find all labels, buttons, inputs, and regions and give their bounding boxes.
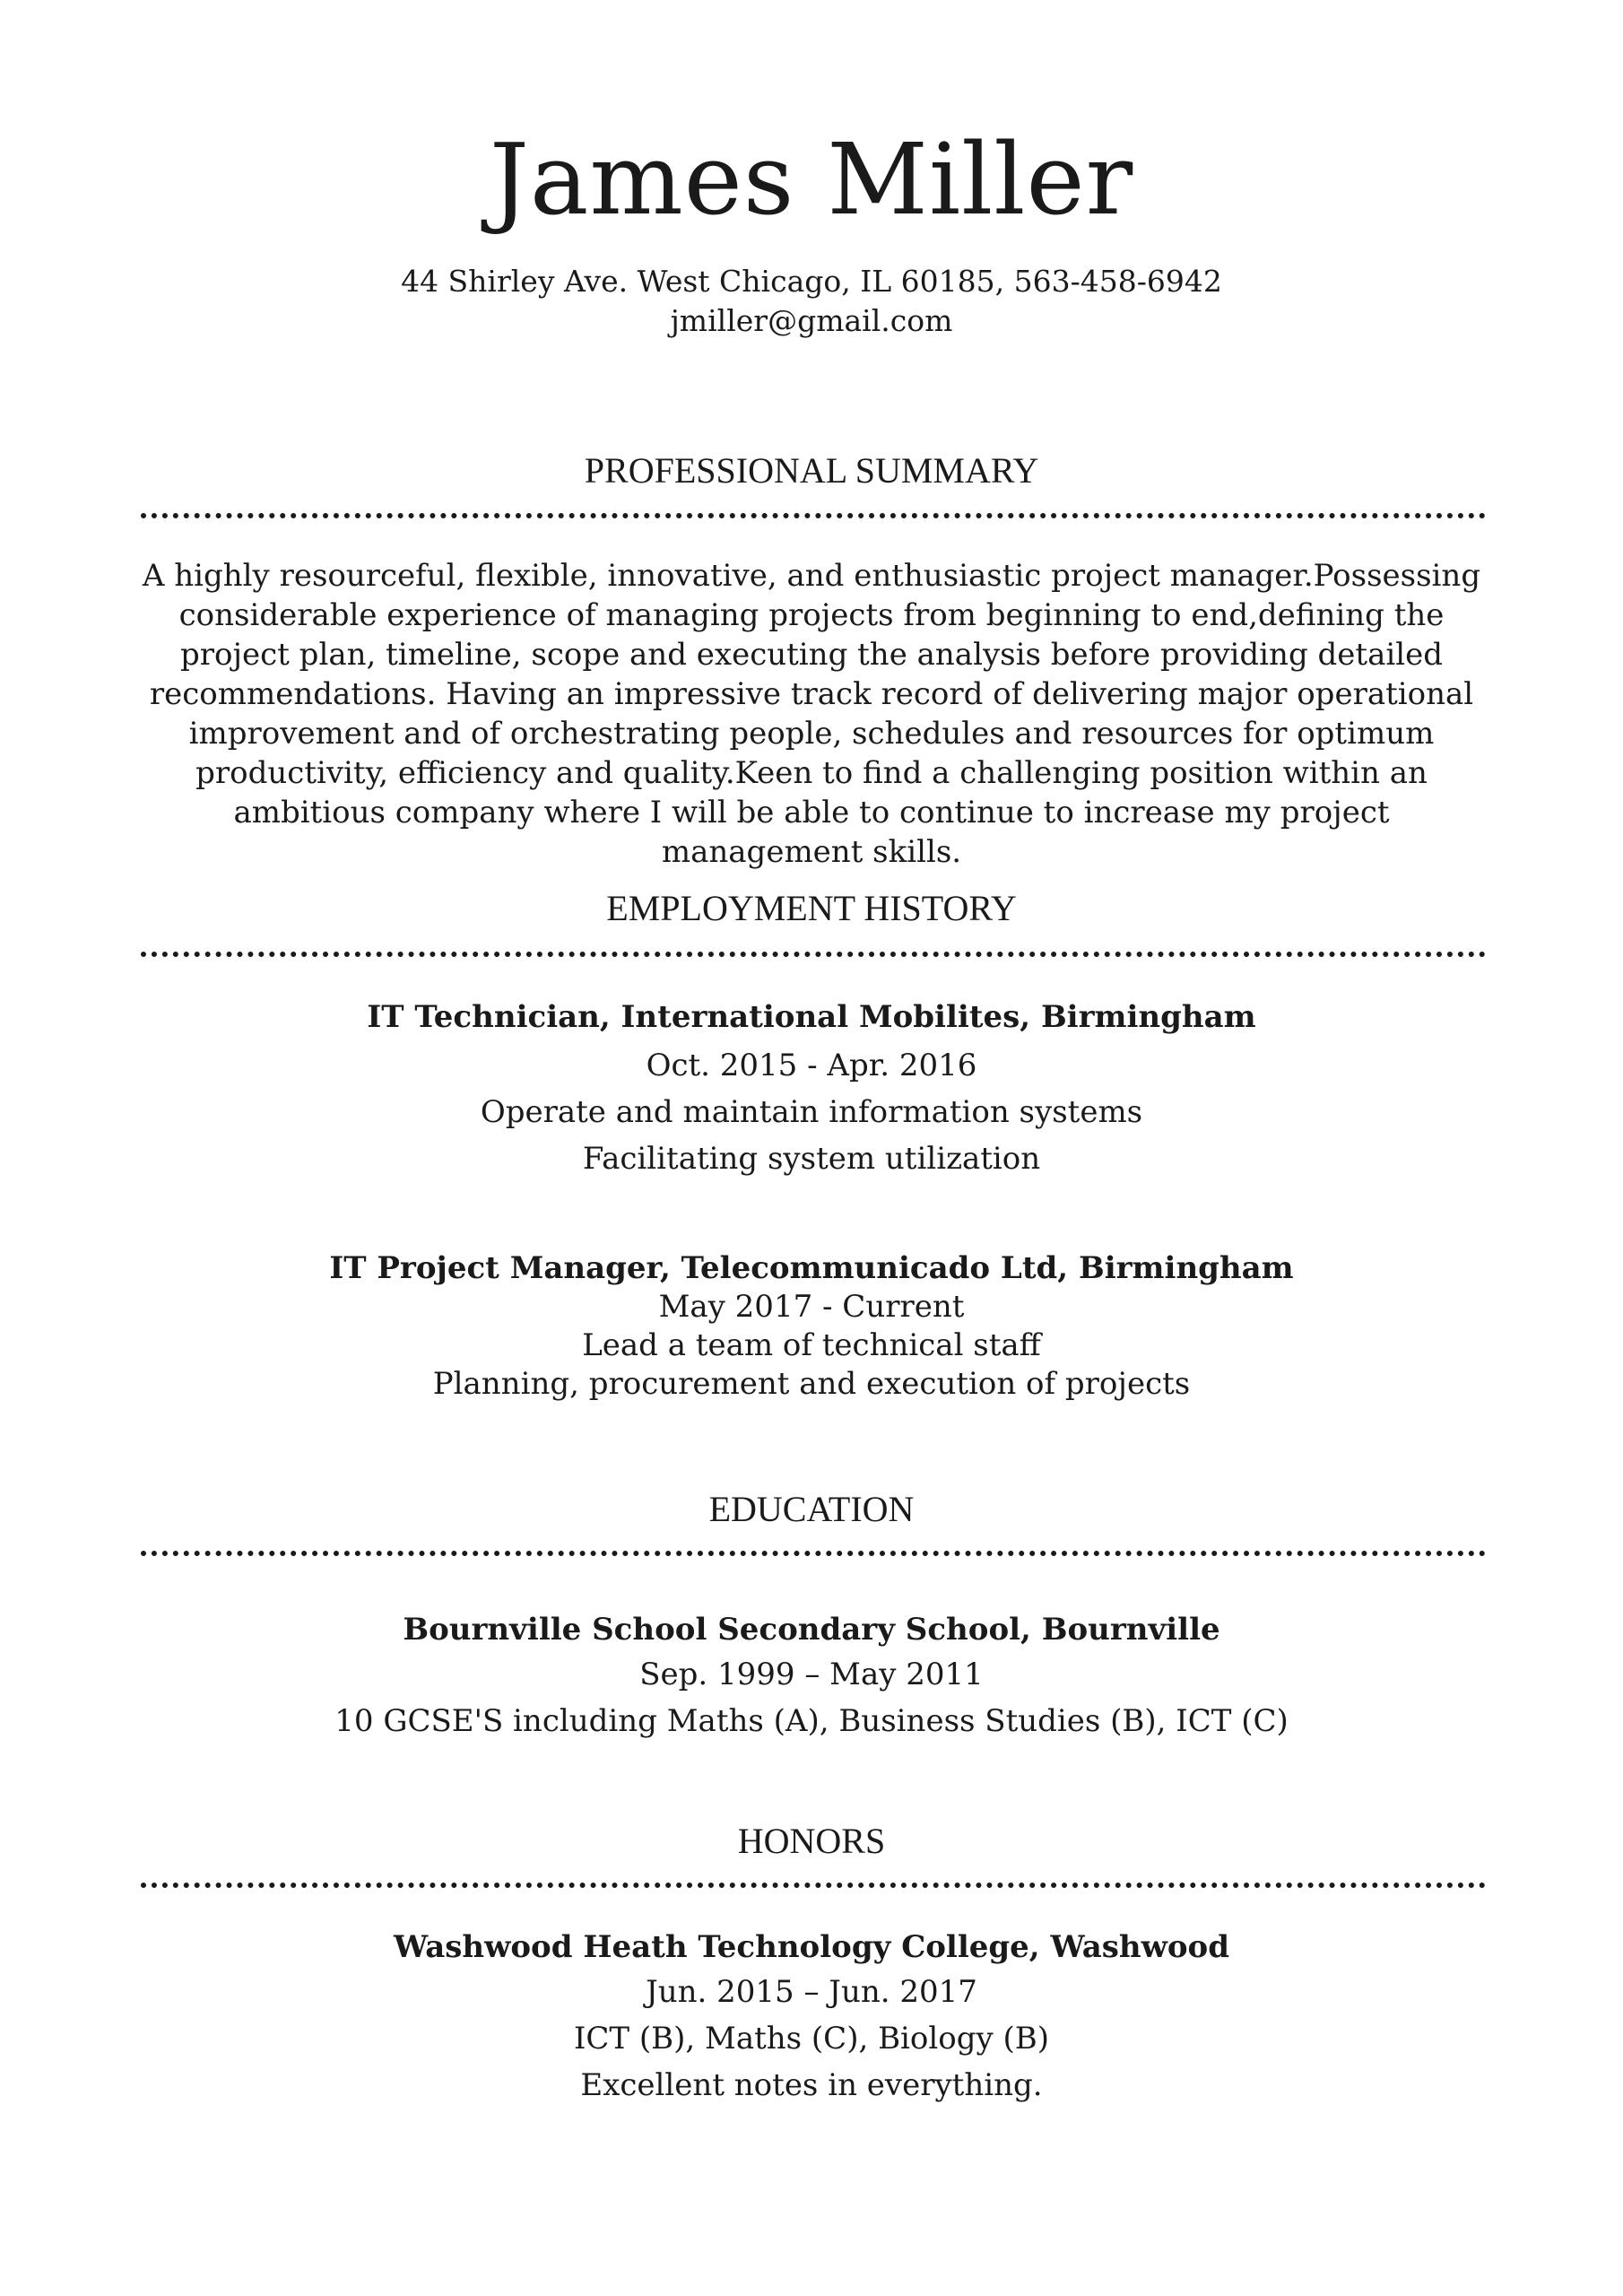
job-dates: May 2017 - Current bbox=[658, 1289, 965, 1325]
honors-detail: Excellent notes in everything. bbox=[580, 2067, 1043, 2103]
job-duty: Facilitating system utilization bbox=[582, 1141, 1041, 1177]
job-dates: Oct. 2015 - Apr. 2016 bbox=[646, 1048, 977, 1083]
job-duty: Operate and maintain information systems bbox=[480, 1094, 1143, 1130]
honors-entry bbox=[0, 1926, 1623, 2109]
job-entry bbox=[0, 996, 1623, 1182]
job-title: IT Project Manager, Telecommunicado Ltd, Birmingham bbox=[329, 1250, 1294, 1286]
honors-institution: Washwood Heath Technology College, Washwood bbox=[393, 1929, 1229, 1965]
summary-divider bbox=[141, 513, 1486, 518]
honors-dates: Jun. 2015 – Jun. 2017 bbox=[646, 1974, 977, 2010]
employment-heading: EMPLOYMENT HISTORY bbox=[606, 888, 1017, 928]
honors-heading: HONORS bbox=[737, 1821, 886, 1861]
job-entry bbox=[0, 1249, 1623, 1404]
job-duty: Planning, procurement and execution of projects bbox=[432, 1366, 1191, 1402]
school-name: Bournville School Secondary School, Bournville bbox=[403, 1612, 1220, 1648]
address-phone: 44 Shirley Ave. West Chicago, IL 60185, 563-458-6942 bbox=[401, 264, 1222, 299]
summary-heading: PROFESSIONAL SUMMARY bbox=[584, 450, 1039, 491]
education-heading: EDUCATION bbox=[708, 1489, 915, 1529]
email: jmiller@gmail.com bbox=[670, 303, 953, 338]
education-entry bbox=[0, 1608, 1623, 1744]
education-detail: 10 GCSE'S including Maths (A), Business Studies (B), ICT (C) bbox=[334, 1703, 1289, 1739]
contact-info bbox=[0, 262, 1623, 341]
honors-detail: ICT (B), Maths (C), Biology (B) bbox=[573, 2021, 1050, 2057]
job-title: IT Technician, International Mobilites, Birmingham bbox=[367, 999, 1256, 1035]
education-divider bbox=[141, 1551, 1486, 1556]
education-dates: Sep. 1999 – May 2011 bbox=[639, 1657, 984, 1692]
honors-divider bbox=[141, 1883, 1486, 1888]
employment-divider bbox=[141, 952, 1486, 957]
job-duty: Lead a team of technical staff bbox=[582, 1327, 1041, 1363]
summary-text: A highly resourceful, flexible, innovative, and enthusiastic project manager.Possessing considerable experience of managing projects from beginning to end,defining the project plan, timeline, scope and executing the analysis before providing detailed recommendations. Having an impressive track record of delivering major operational improvement and of orchestrating people, schedules and resources for optimum productivity, efficiency and quality.Keen to find a challenging position within an ambitious company where I will be able to continue to increase my project management skills. bbox=[142, 558, 1481, 870]
candidate-name: James Miller bbox=[489, 122, 1134, 237]
